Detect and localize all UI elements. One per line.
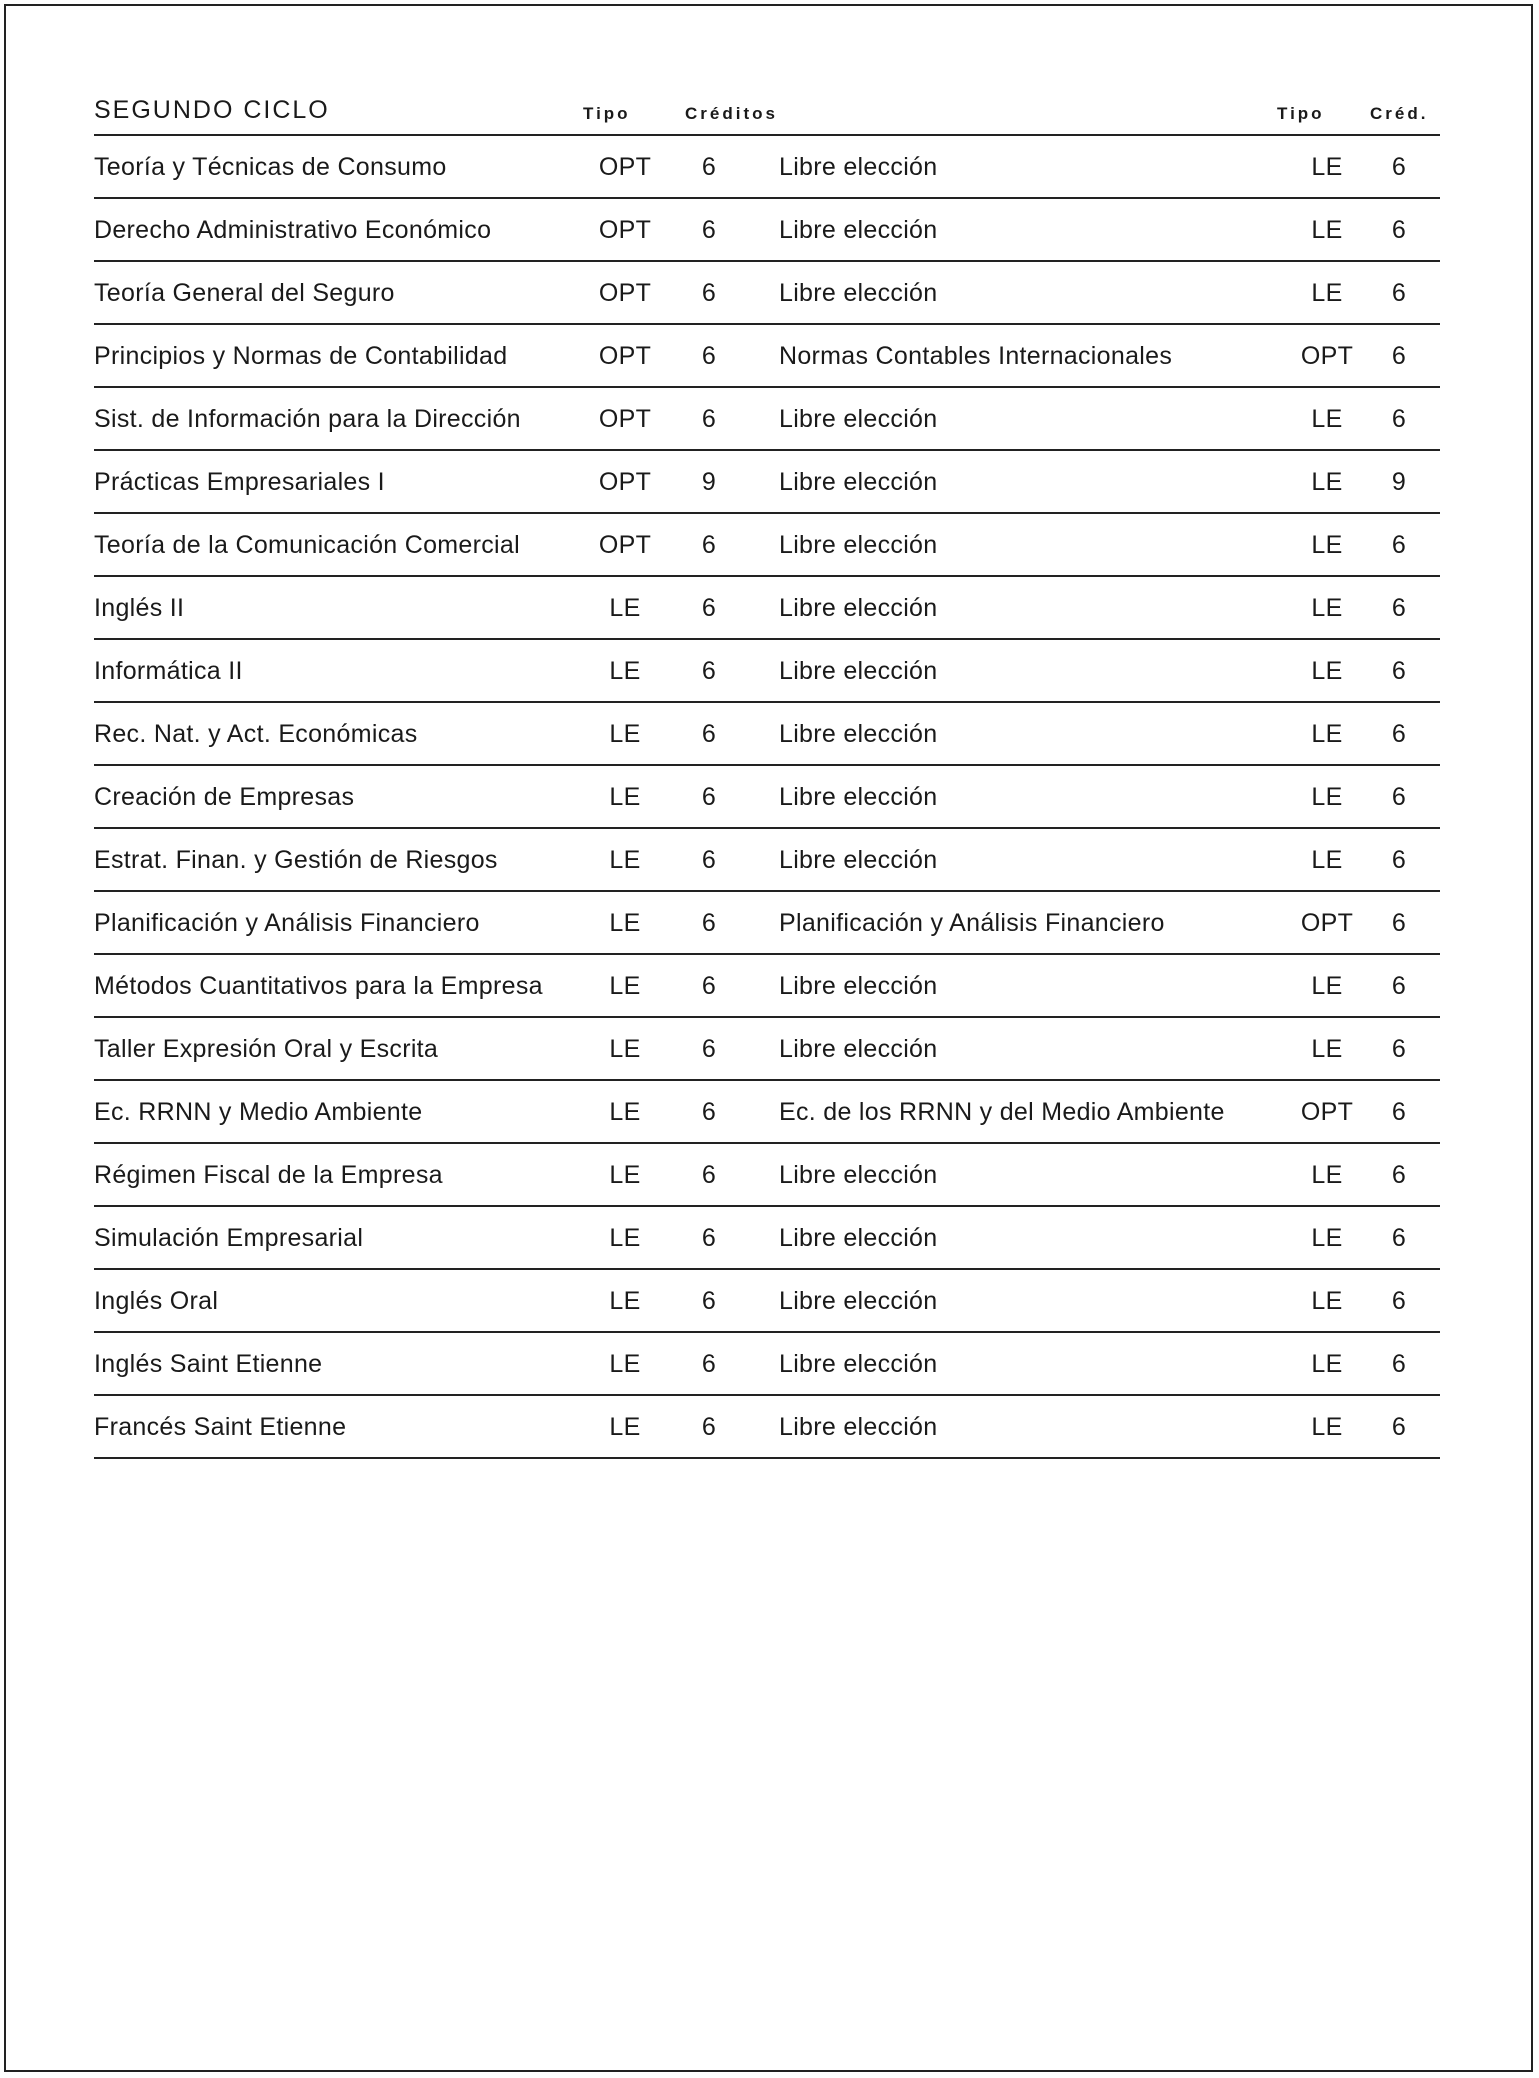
equivalent-creditos: 6 (1391, 153, 1407, 181)
course-tipo: LE (609, 1224, 641, 1252)
course-creditos: 6 (701, 1224, 717, 1252)
equivalent-tipo: LE (1311, 594, 1343, 622)
course-name: Francés Saint Etienne (94, 1413, 347, 1441)
equivalent-creditos: 6 (1391, 216, 1407, 244)
equivalent-tipo: LE (1311, 657, 1343, 685)
header-cred-equiv: Créd. (1370, 104, 1429, 123)
equivalent-course: Libre elección (779, 657, 938, 685)
table-row (94, 953, 1440, 1016)
equivalent-creditos: 6 (1391, 405, 1407, 433)
table-row (94, 1205, 1440, 1268)
table-row (94, 323, 1440, 386)
equivalent-tipo: OPT (1300, 1098, 1354, 1126)
equivalent-tipo: LE (1311, 783, 1343, 811)
course-creditos: 6 (701, 972, 717, 1000)
table-row (94, 134, 1440, 197)
course-creditos: 6 (701, 1350, 717, 1378)
course-name: Métodos Cuantitativos para la Empresa (94, 972, 543, 1000)
equivalent-tipo: LE (1311, 720, 1343, 748)
course-creditos: 6 (701, 279, 717, 307)
table-row (94, 512, 1440, 575)
table-row (94, 386, 1440, 449)
equivalent-creditos: 6 (1391, 909, 1407, 937)
course-name: Planificación y Análisis Financiero (94, 909, 480, 937)
equivalent-course: Libre elección (779, 594, 938, 622)
course-creditos: 6 (701, 153, 717, 181)
course-tipo: LE (609, 720, 641, 748)
course-tipo: OPT (598, 279, 652, 307)
course-creditos: 6 (701, 1287, 717, 1315)
equivalent-course: Libre elección (779, 783, 938, 811)
table-row (94, 260, 1440, 323)
course-tipo: LE (609, 783, 641, 811)
equivalent-creditos: 6 (1391, 972, 1407, 1000)
equivalent-creditos: 6 (1391, 846, 1407, 874)
equivalent-creditos: 6 (1391, 657, 1407, 685)
table-body (94, 134, 1440, 1457)
course-name: Taller Expresión Oral y Escrita (94, 1035, 439, 1063)
equivalent-creditos: 6 (1391, 1413, 1407, 1441)
equivalent-course: Libre elección (779, 1161, 938, 1189)
equivalent-course: Libre elección (779, 153, 938, 181)
course-name: Inglés Saint Etienne (94, 1350, 323, 1378)
equivalent-tipo: OPT (1300, 342, 1354, 370)
course-name: Sist. de Información para la Dirección (94, 405, 521, 433)
equivalent-tipo: LE (1311, 1224, 1343, 1252)
course-tipo: LE (609, 1350, 641, 1378)
equivalent-creditos: 6 (1391, 1287, 1407, 1315)
course-creditos: 6 (701, 909, 717, 937)
equivalent-creditos: 6 (1391, 1161, 1407, 1189)
equivalent-tipo: LE (1311, 531, 1343, 559)
course-name: Estrat. Finan. y Gestión de Riesgos (94, 846, 498, 874)
course-tipo: OPT (598, 216, 652, 244)
course-tipo: LE (609, 1098, 641, 1126)
course-name: Inglés II (94, 594, 185, 622)
equivalent-creditos: 6 (1391, 1035, 1407, 1063)
equivalent-tipo: LE (1311, 846, 1343, 874)
course-tipo: LE (609, 972, 641, 1000)
equivalent-course: Libre elección (779, 846, 938, 874)
equivalent-course: Libre elección (779, 1224, 938, 1252)
course-tipo: LE (609, 594, 641, 622)
course-creditos: 6 (701, 1035, 717, 1063)
equivalent-tipo: LE (1311, 1287, 1343, 1315)
table-row (94, 1331, 1440, 1394)
course-creditos: 6 (701, 342, 717, 370)
course-tipo: OPT (598, 342, 652, 370)
equivalent-course: Planificación y Análisis Financiero (779, 909, 1165, 937)
equivalent-tipo: LE (1311, 1350, 1343, 1378)
section-title: SEGUNDO CICLO (94, 96, 330, 124)
table-row (94, 575, 1440, 638)
equivalent-creditos: 6 (1391, 720, 1407, 748)
course-name: Teoría de la Comunicación Comercial (94, 531, 520, 559)
course-creditos: 9 (701, 468, 717, 496)
course-creditos: 6 (701, 1161, 717, 1189)
course-name: Derecho Administrativo Económico (94, 216, 492, 244)
course-creditos: 6 (701, 846, 717, 874)
equivalent-creditos: 6 (1391, 279, 1407, 307)
equivalent-tipo: LE (1311, 1035, 1343, 1063)
course-name: Prácticas Empresariales I (94, 468, 385, 496)
equivalent-course: Libre elección (779, 1035, 938, 1063)
course-creditos: 6 (701, 657, 717, 685)
equivalent-creditos: 6 (1391, 783, 1407, 811)
equivalent-course: Libre elección (779, 972, 938, 1000)
table-row (94, 1079, 1440, 1142)
equivalent-creditos: 6 (1391, 531, 1407, 559)
course-creditos: 6 (701, 216, 717, 244)
course-name: Teoría General del Seguro (94, 279, 395, 307)
equivalent-tipo: LE (1311, 972, 1343, 1000)
equivalent-tipo: LE (1311, 405, 1343, 433)
course-tipo: LE (609, 909, 641, 937)
table-row (94, 1142, 1440, 1205)
equivalent-course: Libre elección (779, 279, 938, 307)
course-name: Principios y Normas de Contabilidad (94, 342, 508, 370)
course-tipo: LE (609, 846, 641, 874)
course-creditos: 6 (701, 531, 717, 559)
equivalent-course: Libre elección (779, 1350, 938, 1378)
course-tipo: OPT (598, 405, 652, 433)
header-creditos: Créditos (685, 104, 778, 123)
course-name: Inglés Oral (94, 1287, 219, 1315)
equivalent-creditos: 6 (1391, 1350, 1407, 1378)
course-name: Simulación Empresarial (94, 1224, 364, 1252)
course-creditos: 6 (701, 1098, 717, 1126)
course-tipo: LE (609, 1287, 641, 1315)
equivalent-tipo: OPT (1300, 909, 1354, 937)
course-creditos: 6 (701, 783, 717, 811)
table-row (94, 890, 1440, 953)
table-header (94, 96, 1440, 134)
table-row (94, 701, 1440, 764)
table-row (94, 1268, 1440, 1331)
equivalent-course: Ec. de los RRNN y del Medio Ambiente (779, 1098, 1225, 1126)
equivalent-creditos: 6 (1391, 1224, 1407, 1252)
course-creditos: 6 (701, 405, 717, 433)
header-tipo-equiv: Tipo (1277, 104, 1325, 123)
equivalent-tipo: LE (1311, 279, 1343, 307)
equivalent-creditos: 6 (1391, 594, 1407, 622)
equivalent-creditos: 6 (1391, 342, 1407, 370)
course-tipo: OPT (598, 468, 652, 496)
course-tipo: OPT (598, 153, 652, 181)
course-name: Creación de Empresas (94, 783, 355, 811)
table-row (94, 638, 1440, 701)
equivalent-course: Libre elección (779, 1413, 938, 1441)
table-row (94, 827, 1440, 890)
course-creditos: 6 (701, 720, 717, 748)
course-name: Ec. RRNN y Medio Ambiente (94, 1098, 423, 1126)
equivalent-course: Normas Contables Internacionales (779, 342, 1173, 370)
course-creditos: 6 (701, 594, 717, 622)
course-name: Teoría y Técnicas de Consumo (94, 153, 447, 181)
table-bottom-rule (94, 1457, 1440, 1459)
equivalent-tipo: LE (1311, 153, 1343, 181)
table-row (94, 1016, 1440, 1079)
equivalent-course: Libre elección (779, 1287, 938, 1315)
equivalent-creditos: 6 (1391, 1098, 1407, 1126)
header-tipo: Tipo (583, 104, 631, 123)
equivalent-tipo: LE (1311, 216, 1343, 244)
table-row (94, 764, 1440, 827)
course-tipo: LE (609, 1161, 641, 1189)
table-row (94, 197, 1440, 260)
table-row (94, 1394, 1440, 1457)
course-tipo: LE (609, 1413, 641, 1441)
equivalent-course: Libre elección (779, 720, 938, 748)
equivalent-tipo: LE (1311, 1161, 1343, 1189)
equivalent-tipo: LE (1311, 468, 1343, 496)
course-creditos: 6 (701, 1413, 717, 1441)
course-tipo: LE (609, 657, 641, 685)
course-tipo: OPT (598, 531, 652, 559)
equivalent-course: Libre elección (779, 216, 938, 244)
equivalent-course: Libre elección (779, 531, 938, 559)
equivalent-course: Libre elección (779, 468, 938, 496)
course-name: Rec. Nat. y Act. Económicas (94, 720, 418, 748)
course-name: Informática II (94, 657, 243, 685)
equivalent-creditos: 9 (1391, 468, 1407, 496)
courses-table (94, 96, 1440, 1459)
course-name: Régimen Fiscal de la Empresa (94, 1161, 443, 1189)
table-row (94, 449, 1440, 512)
course-tipo: LE (609, 1035, 641, 1063)
equivalent-tipo: LE (1311, 1413, 1343, 1441)
equivalent-course: Libre elección (779, 405, 938, 433)
